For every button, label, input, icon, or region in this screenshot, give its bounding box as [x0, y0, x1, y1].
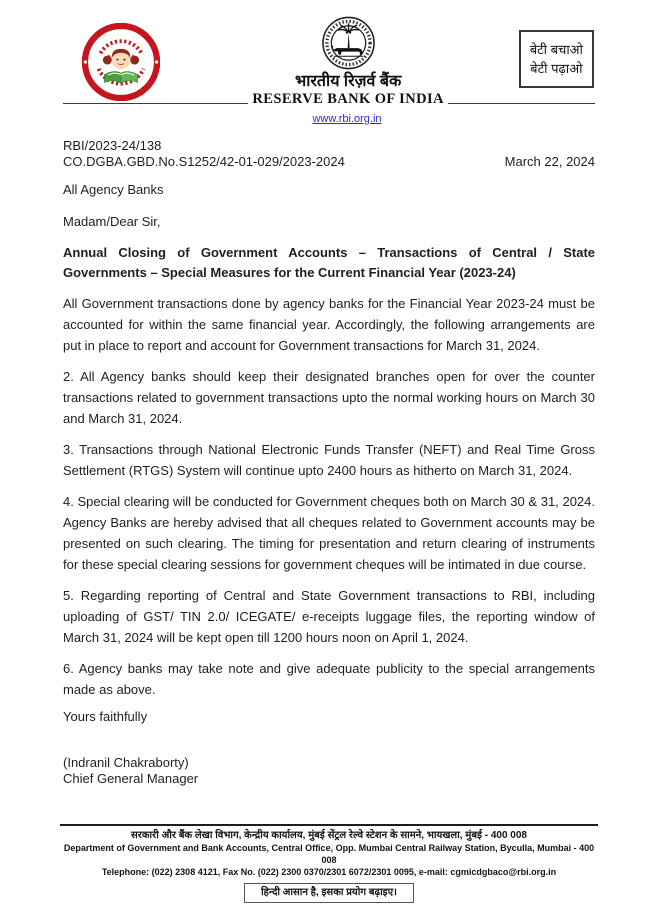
footer-contact-line: Telephone: (022) 2308 4121, Fax No. (022) 2300 0370/2301 6072/2301 0095, e-mail: cgmicdgbaco@rbi.org.in [101, 867, 557, 877]
bank-name-hindi: भारतीय रिज़र्व बैंक [295, 73, 402, 90]
signatory-name: (Indranil Chakraborty) [63, 755, 189, 770]
paragraph-3: 3. Transactions through National Electronic Funds Transfer (NEFT) and Real Time Gross Settlement (RTGS) System will continue upto 2400 hours as hitherto on March 31, 2024. [63, 442, 595, 478]
salutation: Madam/Dear Sir, [63, 214, 161, 229]
closing: Yours faithfully [63, 709, 148, 724]
letterhead [0, 0, 650, 130]
signatory-title: Chief General Manager [63, 771, 199, 786]
website-link[interactable]: www.rbi.org.in [312, 113, 382, 125]
subject-line: Annual Closing of Government Accounts – Transactions of Central / State Governments – Special Measures for the Current Financial Year (2023-24) [63, 245, 595, 280]
header-rule-left [63, 103, 248, 104]
circular-number: RBI/2023-24/138 [63, 138, 162, 153]
addressee: All Agency Banks [63, 182, 164, 197]
bank-masthead [63, 14, 595, 127]
letter-footer [60, 824, 598, 903]
paragraph-5: 5. Regarding reporting of Central and State Government transactions to RBI, including uploading of GST/ TIN 2.0/ ICEGATE/ e-receipts luggage files, the reporting window of March 31, 2024 will be kept open till 1200 hours noon on April 1, 2024. [63, 588, 595, 645]
footer-hindi-slogan-box: हिन्दी आसान है, इसका प्रयोग बढ़ाइए। [244, 883, 414, 903]
paragraph-2: 2. All Agency banks should keep their designated branches open for over the counter transactions related to government transactions upto the normal working hours on March 30 and March 31, 2024. [63, 369, 595, 426]
footer-address-english: Department of Government and Bank Accounts, Central Office, Opp. Mumbai Central Railway Station, Byculla, Mumbai - 400 008 [63, 843, 595, 865]
bank-name-english: RESERVE BANK OF INDIA [252, 91, 444, 107]
rbi-seal-icon [321, 14, 376, 72]
letter-body [63, 138, 595, 787]
footer-address-hindi: सरकारी और बैंक लेखा विभाग, केन्द्रीय कार्यालय, मुंबई सेंट्रल रेल्वे स्टेशन के सामने, भायखला, मुंबई - 400 008 [131, 830, 527, 841]
paragraph-6: 6. Agency banks may take note and give adequate publicity to the special arrangements made as above. [63, 661, 595, 697]
website-row [63, 109, 595, 127]
file-number: CO.DGBA.GBD.No.S1252/42-01-029/2023-2024 [63, 154, 345, 169]
paragraph-1: All Government transactions done by agency banks for the Financial Year 2023-24 must be accounted for within the same financial year. Accordingly, the following arrangements are put in place to report and account for Government transactions for March 31, 2024. [63, 296, 595, 353]
slogan-line-2: बेटी पढ़ाओ [530, 61, 583, 76]
letter-date: March 22, 2024 [504, 154, 595, 169]
header-rule-right [448, 103, 595, 104]
slogan-line-1: बेटी बचाओ [529, 42, 583, 57]
reference-row [63, 154, 595, 170]
paragraph-4: 4. Special clearing will be conducted for Government cheques both on March 30 & 31, 2024. Agency Banks are hereby advised that all cheques related to Government accounts may be presented on such clearing. The timing for presentation and return clearing of instruments for these special clearing sessions for government cheques will be intimated in due course. [63, 494, 595, 572]
